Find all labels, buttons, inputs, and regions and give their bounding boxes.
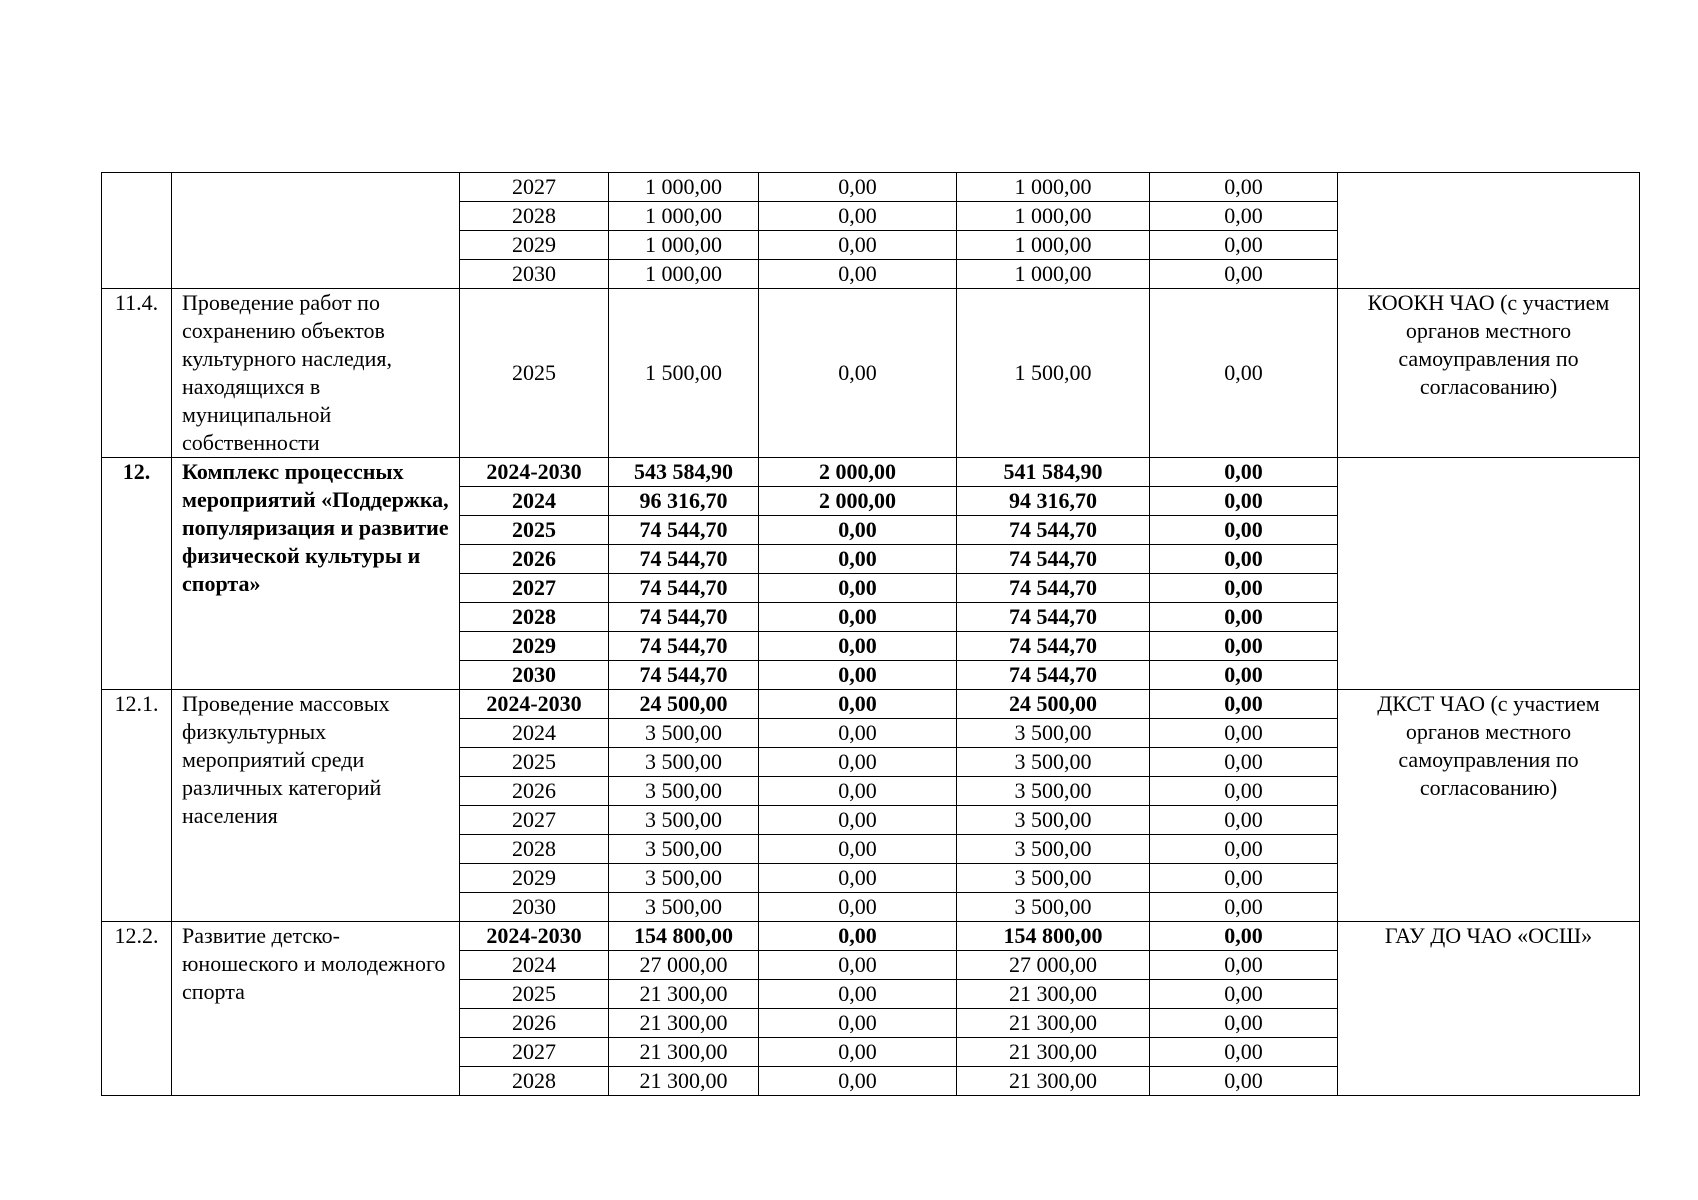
funding-1-cell: 0,00	[759, 893, 957, 922]
year-cell: 2029	[460, 231, 609, 260]
total-cell: 74 544,70	[609, 516, 759, 545]
executor-cell: КООКН ЧАО (с участием органов местного самоуправления по согласованию)	[1338, 289, 1640, 458]
funding-1-cell: 0,00	[759, 806, 957, 835]
year-cell: 2025	[460, 748, 609, 777]
total-cell: 1 500,00	[609, 289, 759, 458]
year-cell: 2027	[460, 574, 609, 603]
funding-2-cell: 74 544,70	[957, 574, 1150, 603]
total-cell: 1 000,00	[609, 173, 759, 202]
table-row	[102, 173, 1640, 202]
funding-3-cell: 0,00	[1150, 458, 1338, 487]
year-cell: 2027	[460, 173, 609, 202]
total-cell: 154 800,00	[609, 922, 759, 951]
funding-1-cell: 2 000,00	[759, 487, 957, 516]
funding-3-cell: 0,00	[1150, 603, 1338, 632]
total-cell: 3 500,00	[609, 864, 759, 893]
funding-2-cell: 3 500,00	[957, 719, 1150, 748]
funding-3-cell: 0,00	[1150, 574, 1338, 603]
funding-1-cell: 0,00	[759, 231, 957, 260]
table-row	[102, 458, 1640, 487]
funding-3-cell: 0,00	[1150, 922, 1338, 951]
funding-2-cell: 24 500,00	[957, 690, 1150, 719]
total-cell: 21 300,00	[609, 980, 759, 1009]
year-cell: 2030	[460, 661, 609, 690]
year-cell: 2025	[460, 980, 609, 1009]
funding-3-cell: 0,00	[1150, 777, 1338, 806]
funding-1-cell: 0,00	[759, 661, 957, 690]
item-name-cell: Проведение работ по сохранению объектов культурного наследия, находящихся в муниципальной собственности	[172, 289, 460, 458]
year-cell: 2028	[460, 603, 609, 632]
funding-3-cell: 0,00	[1150, 893, 1338, 922]
total-cell: 74 544,70	[609, 574, 759, 603]
funding-3-cell: 0,00	[1150, 980, 1338, 1009]
funding-2-cell: 21 300,00	[957, 1038, 1150, 1067]
funding-1-cell: 0,00	[759, 260, 957, 289]
funding-3-cell: 0,00	[1150, 487, 1338, 516]
funding-3-cell: 0,00	[1150, 173, 1338, 202]
funding-2-cell: 3 500,00	[957, 806, 1150, 835]
funding-3-cell: 0,00	[1150, 864, 1338, 893]
year-cell: 2024-2030	[460, 922, 609, 951]
total-cell: 74 544,70	[609, 603, 759, 632]
funding-2-cell: 154 800,00	[957, 922, 1150, 951]
executor-cell	[1338, 458, 1640, 690]
funding-3-cell: 0,00	[1150, 202, 1338, 231]
total-cell: 3 500,00	[609, 748, 759, 777]
funding-2-cell: 74 544,70	[957, 516, 1150, 545]
funding-1-cell: 0,00	[759, 289, 957, 458]
total-cell: 27 000,00	[609, 951, 759, 980]
funding-3-cell: 0,00	[1150, 748, 1338, 777]
year-cell: 2024	[460, 719, 609, 748]
funding-3-cell: 0,00	[1150, 545, 1338, 574]
funding-2-cell: 74 544,70	[957, 545, 1150, 574]
item-name-cell: Проведение массовых физкультурных мероприятий среди различных категорий населения	[172, 690, 460, 922]
funding-2-cell: 3 500,00	[957, 835, 1150, 864]
funding-3-cell: 0,00	[1150, 951, 1338, 980]
item-number-cell: 12.1.	[102, 690, 172, 922]
funding-1-cell: 0,00	[759, 980, 957, 1009]
year-cell: 2024-2030	[460, 690, 609, 719]
item-number-cell: 12.2.	[102, 922, 172, 1096]
year-cell: 2026	[460, 777, 609, 806]
funding-2-cell: 1 000,00	[957, 231, 1150, 260]
funding-1-cell: 0,00	[759, 516, 957, 545]
year-cell: 2030	[460, 893, 609, 922]
funding-2-cell: 1 000,00	[957, 173, 1150, 202]
total-cell: 21 300,00	[609, 1067, 759, 1096]
total-cell: 21 300,00	[609, 1009, 759, 1038]
funding-1-cell: 0,00	[759, 690, 957, 719]
funding-3-cell: 0,00	[1150, 289, 1338, 458]
funding-1-cell: 0,00	[759, 719, 957, 748]
year-cell: 2028	[460, 202, 609, 231]
funding-3-cell: 0,00	[1150, 231, 1338, 260]
funding-2-cell: 3 500,00	[957, 748, 1150, 777]
funding-2-cell: 3 500,00	[957, 864, 1150, 893]
total-cell: 24 500,00	[609, 690, 759, 719]
year-cell: 2030	[460, 260, 609, 289]
total-cell: 543 584,90	[609, 458, 759, 487]
funding-1-cell: 0,00	[759, 1067, 957, 1096]
total-cell: 1 000,00	[609, 202, 759, 231]
funding-2-cell: 21 300,00	[957, 1067, 1150, 1096]
funding-1-cell: 0,00	[759, 202, 957, 231]
total-cell: 3 500,00	[609, 806, 759, 835]
total-cell: 74 544,70	[609, 661, 759, 690]
item-name-cell	[172, 173, 460, 289]
funding-3-cell: 0,00	[1150, 632, 1338, 661]
executor-cell: ГАУ ДО ЧАО «ОСШ»	[1338, 922, 1640, 1096]
budget-table	[101, 172, 1640, 1096]
funding-2-cell: 21 300,00	[957, 980, 1150, 1009]
total-cell: 1 000,00	[609, 260, 759, 289]
funding-1-cell: 0,00	[759, 1038, 957, 1067]
funding-1-cell: 0,00	[759, 864, 957, 893]
funding-2-cell: 1 000,00	[957, 202, 1150, 231]
total-cell: 74 544,70	[609, 632, 759, 661]
table-row	[102, 690, 1640, 719]
executor-cell: ДКСТ ЧАО (с участием органов местного самоуправления по согласованию)	[1338, 690, 1640, 922]
item-number-cell	[102, 173, 172, 289]
total-cell: 3 500,00	[609, 835, 759, 864]
year-cell: 2029	[460, 632, 609, 661]
year-cell: 2028	[460, 1067, 609, 1096]
year-cell: 2024-2030	[460, 458, 609, 487]
funding-1-cell: 0,00	[759, 777, 957, 806]
year-cell: 2024	[460, 487, 609, 516]
funding-3-cell: 0,00	[1150, 806, 1338, 835]
funding-1-cell: 0,00	[759, 1009, 957, 1038]
funding-1-cell: 0,00	[759, 951, 957, 980]
funding-2-cell: 21 300,00	[957, 1009, 1150, 1038]
total-cell: 3 500,00	[609, 777, 759, 806]
item-name-cell: Развитие детско-юношеского и молодежного спорта	[172, 922, 460, 1096]
total-cell: 96 316,70	[609, 487, 759, 516]
funding-2-cell: 1 500,00	[957, 289, 1150, 458]
funding-1-cell: 0,00	[759, 603, 957, 632]
funding-3-cell: 0,00	[1150, 835, 1338, 864]
funding-3-cell: 0,00	[1150, 1009, 1338, 1038]
funding-2-cell: 27 000,00	[957, 951, 1150, 980]
year-cell: 2024	[460, 951, 609, 980]
total-cell: 21 300,00	[609, 1038, 759, 1067]
funding-1-cell: 0,00	[759, 545, 957, 574]
year-cell: 2026	[460, 1009, 609, 1038]
funding-2-cell: 541 584,90	[957, 458, 1150, 487]
total-cell: 3 500,00	[609, 719, 759, 748]
funding-2-cell: 94 316,70	[957, 487, 1150, 516]
year-cell: 2025	[460, 289, 609, 458]
item-number-cell: 12.	[102, 458, 172, 690]
year-cell: 2027	[460, 1038, 609, 1067]
table-row	[102, 289, 1640, 458]
year-cell: 2029	[460, 864, 609, 893]
funding-2-cell: 74 544,70	[957, 603, 1150, 632]
funding-1-cell: 0,00	[759, 173, 957, 202]
total-cell: 1 000,00	[609, 231, 759, 260]
funding-1-cell: 0,00	[759, 748, 957, 777]
funding-3-cell: 0,00	[1150, 661, 1338, 690]
executor-cell	[1338, 173, 1640, 289]
funding-1-cell: 2 000,00	[759, 458, 957, 487]
total-cell: 3 500,00	[609, 893, 759, 922]
item-number-cell: 11.4.	[102, 289, 172, 458]
table-row	[102, 922, 1640, 951]
funding-2-cell: 3 500,00	[957, 893, 1150, 922]
funding-2-cell: 74 544,70	[957, 632, 1150, 661]
year-cell: 2025	[460, 516, 609, 545]
funding-1-cell: 0,00	[759, 922, 957, 951]
year-cell: 2028	[460, 835, 609, 864]
funding-3-cell: 0,00	[1150, 1038, 1338, 1067]
funding-3-cell: 0,00	[1150, 516, 1338, 545]
funding-2-cell: 3 500,00	[957, 777, 1150, 806]
funding-3-cell: 0,00	[1150, 1067, 1338, 1096]
funding-1-cell: 0,00	[759, 574, 957, 603]
funding-2-cell: 74 544,70	[957, 661, 1150, 690]
funding-1-cell: 0,00	[759, 632, 957, 661]
total-cell: 74 544,70	[609, 545, 759, 574]
funding-2-cell: 1 000,00	[957, 260, 1150, 289]
funding-3-cell: 0,00	[1150, 260, 1338, 289]
funding-3-cell: 0,00	[1150, 719, 1338, 748]
item-name-cell: Комплекс процессных мероприятий «Поддержка, популяризация и развитие физической культуры и спорта»	[172, 458, 460, 690]
year-cell: 2027	[460, 806, 609, 835]
funding-1-cell: 0,00	[759, 835, 957, 864]
year-cell: 2026	[460, 545, 609, 574]
funding-3-cell: 0,00	[1150, 690, 1338, 719]
